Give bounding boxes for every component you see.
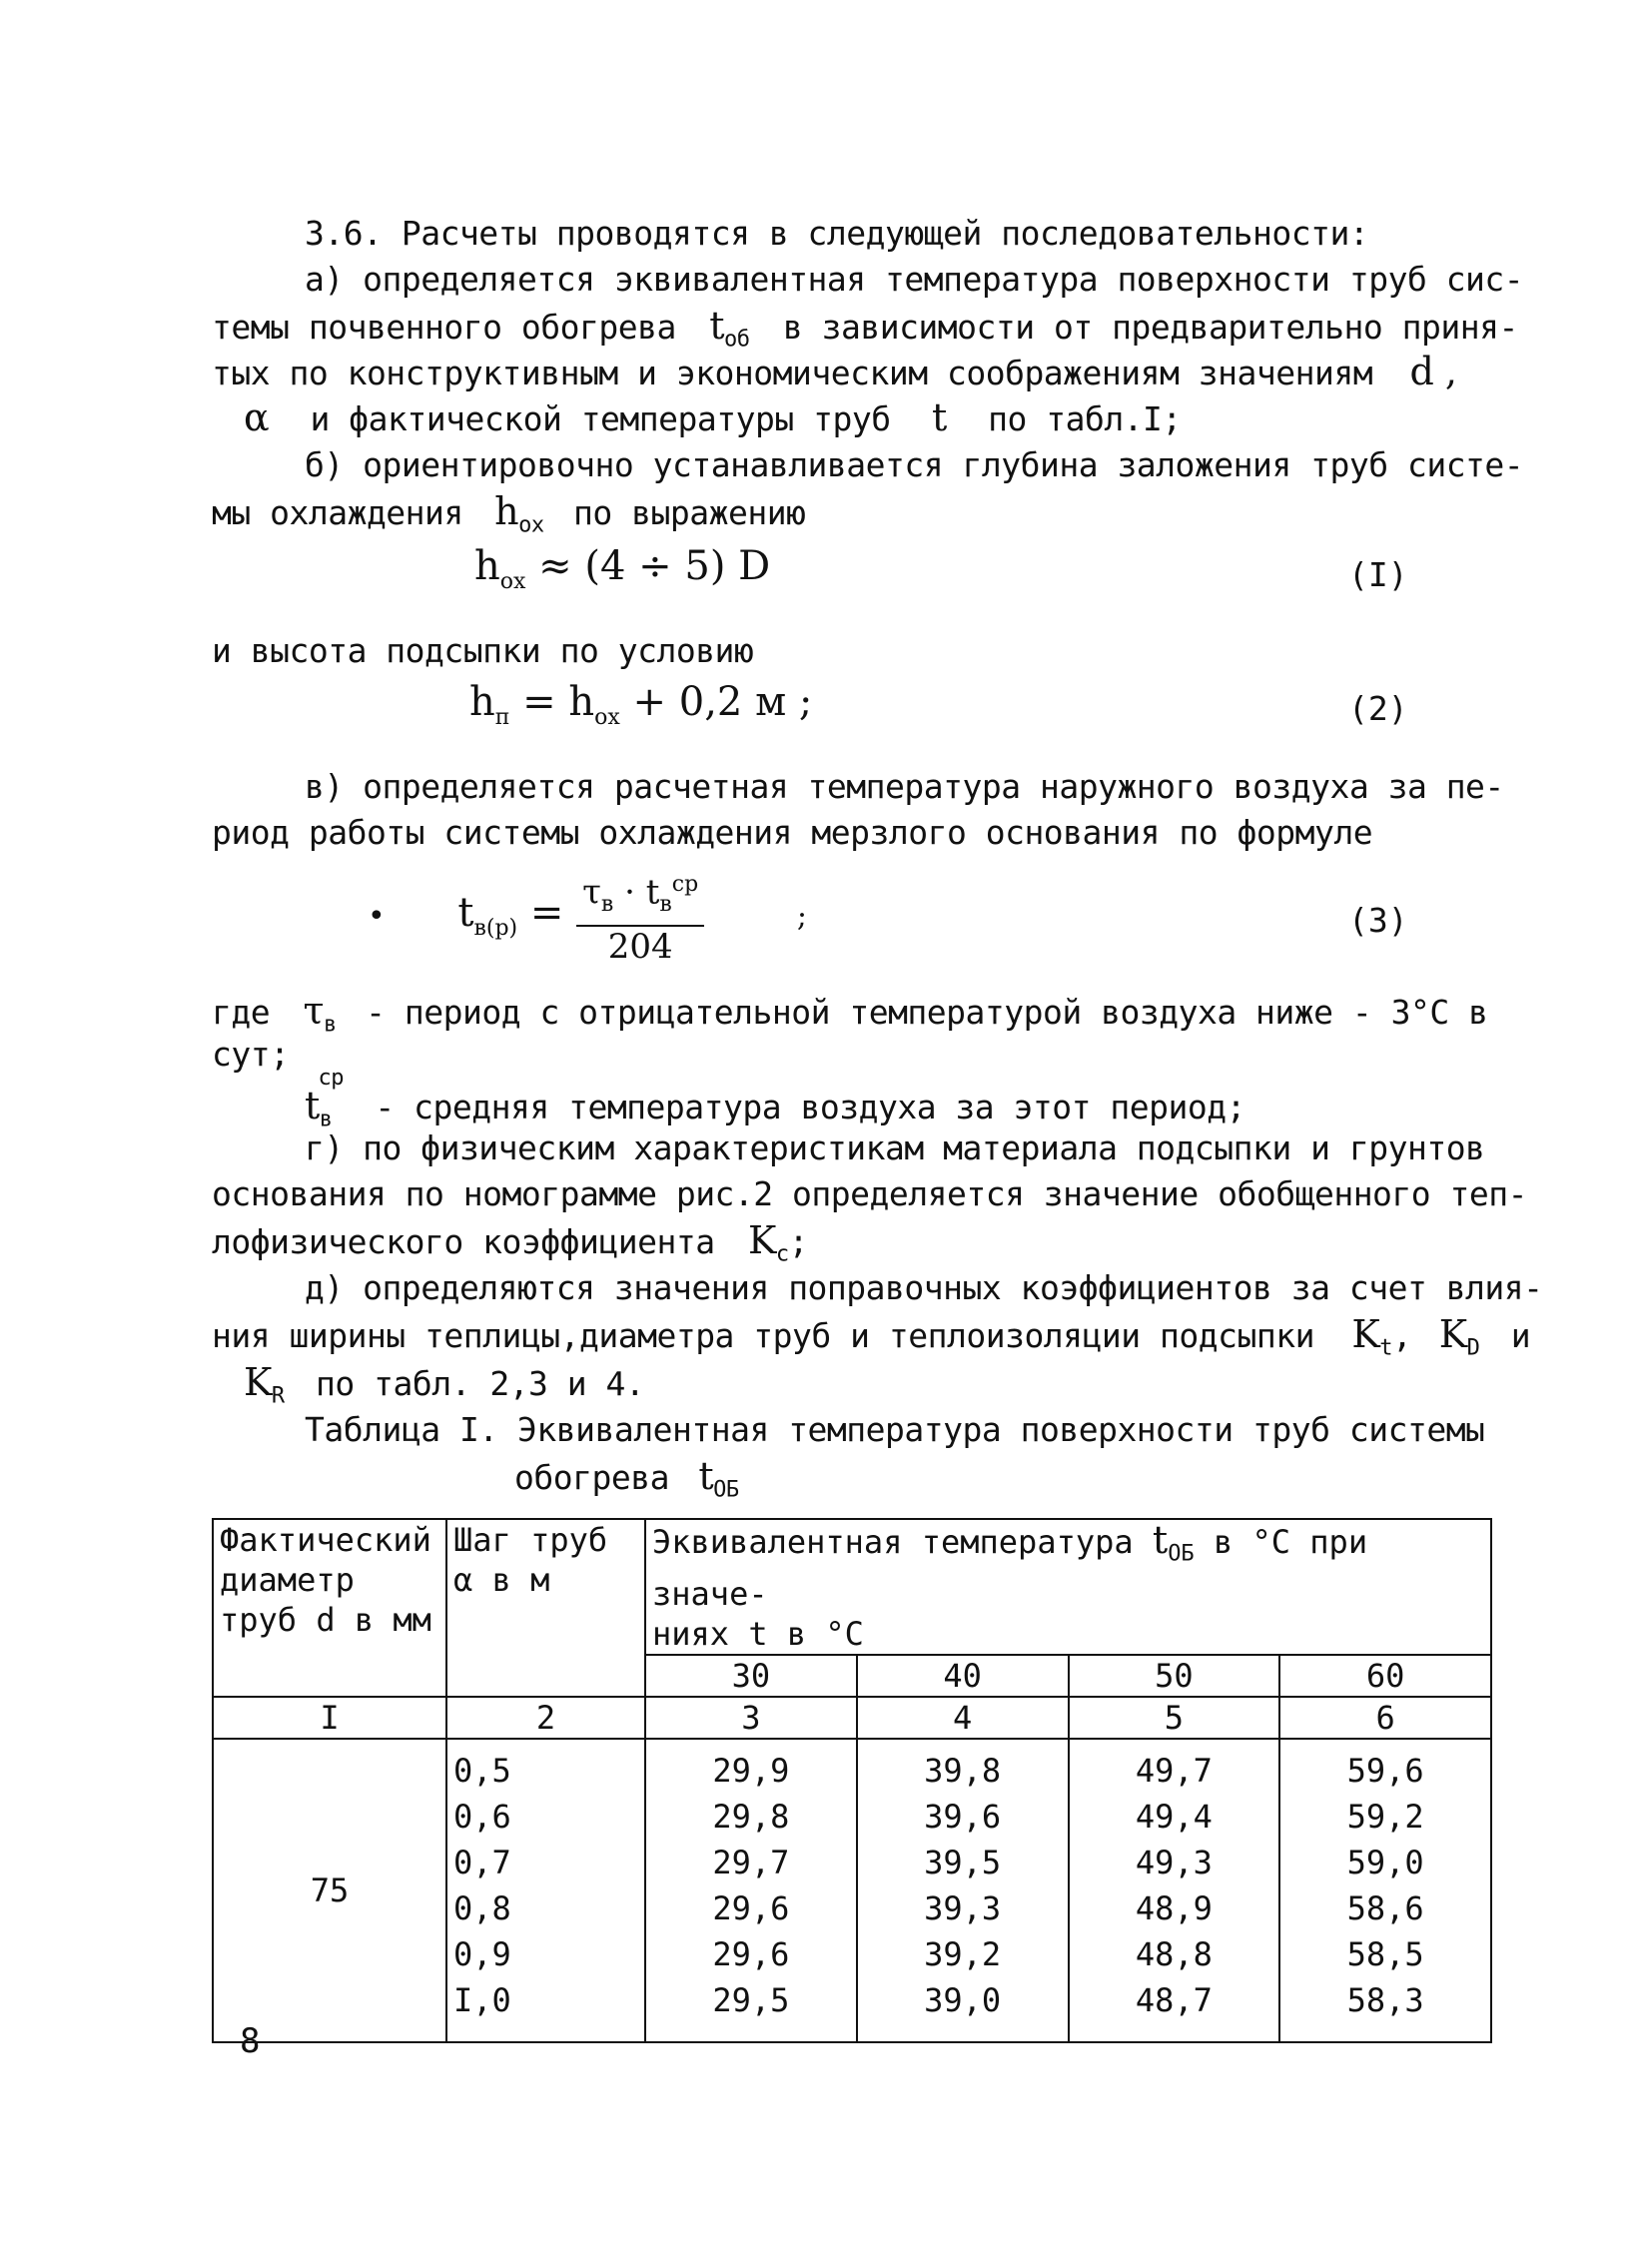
col-number-3: 3 [645, 1697, 857, 1739]
header-temp-30: 30 [645, 1655, 857, 1697]
item-a-line2: темы почвенного обогрева $t_{об}$ в зависимости от предварительно приня- [212, 304, 1518, 353]
table-cell: 48,7 [1135, 1981, 1213, 2020]
item-b-line1: б) ориентировочно устанавливается глубина заложения труб систе- [305, 445, 1524, 484]
formula-2: $h_п = h_{ох} + 0,2$ м ; [469, 679, 813, 730]
table-cell: 59,6 [1346, 1752, 1424, 1791]
header-step: Шаг труб α в м [446, 1519, 645, 1697]
item-d-line3: $K_R$ по табл. 2,3 и 4. [244, 1360, 645, 1409]
table-cell: 39,2 [924, 1935, 1002, 1974]
table-caption-line2: обогрева $t_{ОБ}$ [514, 1454, 739, 1503]
table-cell: 29,6 [712, 1935, 790, 1974]
cell-diameter: 75 [213, 1739, 446, 2042]
table-body-row [213, 1739, 1491, 2042]
item-d-line1: д) определяются значения поправочных коэффициентов за счет влия- [305, 1268, 1543, 1307]
where-line2: сут; [212, 1035, 290, 1074]
cell-steps [446, 1739, 645, 2042]
table-cell: 49,4 [1135, 1798, 1213, 1837]
table-cell: 29,6 [712, 1889, 790, 1928]
section-3-6-heading: 3.6. Расчеты проводятся в следующей последовательности: [305, 214, 1369, 253]
col-number-4: 4 [857, 1697, 1069, 1739]
table-column-numbers-row [213, 1697, 1491, 1739]
table-cell: 29,7 [712, 1844, 790, 1882]
equivalent-temperature-table [212, 1518, 1492, 2043]
table-cell: 58,3 [1346, 1981, 1424, 2020]
cell-t60 [1279, 1739, 1491, 2042]
item-b-line2: мы охлаждения $h_{ох}$ по выражению [212, 489, 806, 538]
header-equivalent-temp: Эквивалентная температура $t_{ОБ}$ в °С при значе- ниях t в °С [645, 1519, 1491, 1655]
where-line3: $t_в^{ср}$ - средняя температура воздуха за этот период; [305, 1066, 1245, 1132]
table-cell: 0,6 [453, 1798, 511, 1837]
formula-1: $h_{ох} \approx (4 \div 5)$ D [474, 543, 771, 594]
item-g-line1: г) по физическим характеристикам материала подсыпки и грунтов [305, 1128, 1485, 1167]
table-cell: 29,5 [712, 1981, 790, 2020]
table-cell: 39,0 [924, 1981, 1002, 2020]
formula-3-number: (3) [1348, 901, 1408, 940]
header-temp-60: 60 [1279, 1655, 1491, 1697]
item-g-line3: лофизического коэффициента $K_с$; [212, 1218, 808, 1267]
table-cell: 0,9 [453, 1935, 511, 1974]
col-number-5: 5 [1069, 1697, 1280, 1739]
table-caption-line1: Таблица I. Эквивалентная температура поверхности труб системы [305, 1410, 1485, 1449]
table-cell: 58,5 [1346, 1935, 1424, 1974]
table-cell: 29,8 [712, 1798, 790, 1837]
cell-t40 [857, 1739, 1069, 2042]
cell-t30 [645, 1739, 857, 2042]
table-cell: 59,2 [1346, 1798, 1424, 1837]
table-cell: 39,5 [924, 1844, 1002, 1882]
table-cell: 0,5 [453, 1752, 511, 1791]
page-number: 8 [240, 2021, 260, 2061]
table-cell: 39,6 [924, 1798, 1002, 1837]
where-line1: где $\tau_в$ - период с отрицательной температурой воздуха ниже - 3°С в [212, 989, 1488, 1038]
table-cell: 29,9 [712, 1752, 790, 1791]
table-cell: 39,3 [924, 1889, 1002, 1928]
table-cell: 0,7 [453, 1844, 511, 1882]
item-a-line1: а) определяется эквивалентная температура поверхности труб сис- [305, 260, 1524, 299]
item-a-line4: α и фактической температуры труб t по табл.I; [244, 395, 1182, 439]
table-header-row [213, 1519, 1491, 1655]
header-diameter: Фактический диаметр труб d в мм [213, 1519, 446, 1697]
table-cell: 48,8 [1135, 1935, 1213, 1974]
item-d-line2: ния ширины теплицы,диаметра труб и теплоизоляции подсыпки $K_t$, $K_D$ и [212, 1312, 1531, 1361]
height-condition-text: и высота подсыпки по условию [212, 631, 754, 670]
table-cell: 49,7 [1135, 1752, 1213, 1791]
table-cell: 48,9 [1135, 1889, 1213, 1928]
item-v-line2: риод работы системы охлаждения мерзлого основания по формуле [212, 813, 1373, 852]
table-cell: 0,8 [453, 1889, 511, 1928]
table-cell: 59,0 [1346, 1844, 1424, 1882]
item-g-line2: основания по номограмме рис.2 определяется значение обобщенного теп- [212, 1174, 1528, 1213]
item-a-line3: тых по конструктивным и экономическим соображениям значениям d , [212, 350, 1457, 393]
col-number-6: 6 [1279, 1697, 1491, 1739]
formula-3: • $t_{в(р)}$ = $\frac{\tau_в \cdot t_в^{ср}}{204}$ ; [368, 865, 807, 967]
table-cell: I,0 [453, 1981, 511, 2020]
table-cell: 39,8 [924, 1752, 1002, 1791]
table-cell: 58,6 [1346, 1889, 1424, 1928]
item-v-line1: в) определяется расчетная температура наружного воздуха за пе- [305, 767, 1504, 806]
col-number-2: 2 [446, 1697, 645, 1739]
header-temp-50: 50 [1069, 1655, 1280, 1697]
formula-2-number: (2) [1348, 689, 1408, 728]
cell-t50 [1069, 1739, 1280, 2042]
col-number-1: I [213, 1697, 446, 1739]
table-cell: 49,3 [1135, 1844, 1213, 1882]
formula-1-number: (I) [1348, 555, 1408, 594]
header-temp-40: 40 [857, 1655, 1069, 1697]
